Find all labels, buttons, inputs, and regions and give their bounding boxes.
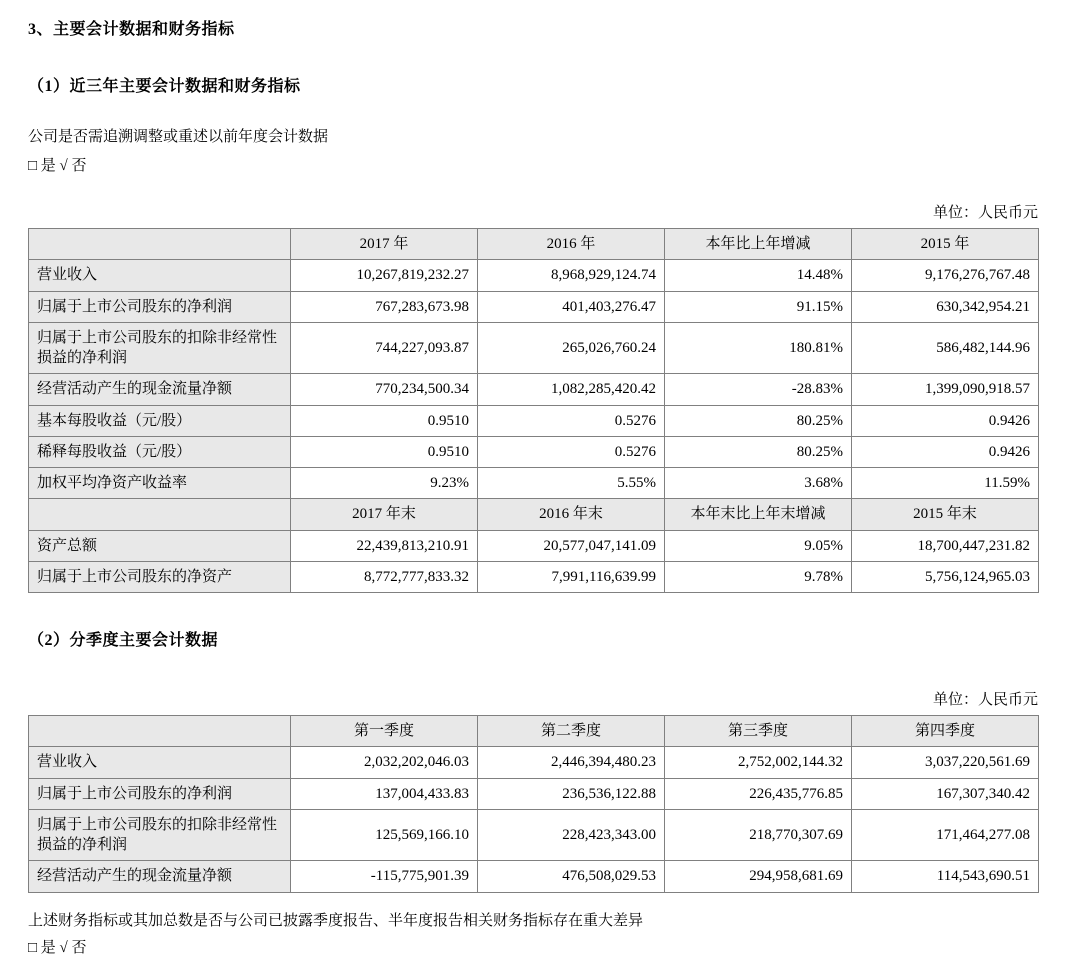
table-row xyxy=(29,561,1039,592)
row-value: 8,968,929,124.74 xyxy=(478,260,665,291)
row-label: 归属于上市公司股东的扣除非经常性损益的净利润 xyxy=(29,809,291,861)
table-header-row xyxy=(29,229,1039,260)
table-header-row xyxy=(29,716,1039,747)
row-value: 0.5276 xyxy=(478,405,665,436)
row-value: 1,082,285,420.42 xyxy=(478,374,665,405)
row-value: 226,435,776.85 xyxy=(665,778,852,809)
row-label: 归属于上市公司股东的净利润 xyxy=(29,778,291,809)
row-value: 265,026,760.24 xyxy=(478,322,665,374)
column-header: 本年末比上年末增减 xyxy=(665,499,852,530)
row-value: 137,004,433.83 xyxy=(291,778,478,809)
row-value: 1,399,090,918.57 xyxy=(852,374,1039,405)
subsection-2-title: （2）分季度主要会计数据 xyxy=(28,632,219,649)
row-value: 180.81% xyxy=(665,322,852,374)
table-row xyxy=(29,530,1039,561)
row-value: 3.68% xyxy=(665,468,852,499)
column-header: 第一季度 xyxy=(291,716,478,747)
table-row xyxy=(29,468,1039,499)
row-value: 8,772,777,833.32 xyxy=(291,561,478,592)
row-value: 476,508,029.53 xyxy=(478,861,665,892)
row-value: 228,423,343.00 xyxy=(478,809,665,861)
row-label: 基本每股收益（元/股） xyxy=(29,405,291,436)
row-value: 5,756,124,965.03 xyxy=(852,561,1039,592)
row-value: 0.9426 xyxy=(852,405,1039,436)
column-header: 2017 年末 xyxy=(291,499,478,530)
table-row xyxy=(29,374,1039,405)
table-corner-cell xyxy=(29,716,291,747)
row-value: 2,752,002,144.32 xyxy=(665,747,852,778)
row-label: 归属于上市公司股东的净资产 xyxy=(29,561,291,592)
column-header: 2015 年 xyxy=(852,229,1039,260)
unit-label-2: 单位：人民币元 xyxy=(932,692,1038,708)
row-label: 经营活动产生的现金流量净额 xyxy=(29,374,291,405)
table-row xyxy=(29,405,1039,436)
column-header: 第三季度 xyxy=(665,716,852,747)
column-header: 2016 年 xyxy=(478,229,665,260)
column-header: 第四季度 xyxy=(852,716,1039,747)
table-row xyxy=(29,778,1039,809)
row-value: 218,770,307.69 xyxy=(665,809,852,861)
row-value: 9.23% xyxy=(291,468,478,499)
row-value: 236,536,122.88 xyxy=(478,778,665,809)
page-title: 3、主要会计数据和财务指标 xyxy=(28,21,235,38)
row-value: 294,958,681.69 xyxy=(665,861,852,892)
column-header: 2016 年末 xyxy=(478,499,665,530)
row-value: 2,446,394,480.23 xyxy=(478,747,665,778)
table-header-row-2 xyxy=(29,499,1039,530)
row-label: 营业收入 xyxy=(29,260,291,291)
table-corner-cell xyxy=(29,499,291,530)
three-year-financial-table xyxy=(28,228,1039,593)
row-value: 7,991,116,639.99 xyxy=(478,561,665,592)
row-value: 9.05% xyxy=(665,530,852,561)
row-value: 770,234,500.34 xyxy=(291,374,478,405)
row-value: 14.48% xyxy=(665,260,852,291)
table-row xyxy=(29,291,1039,322)
row-label: 营业收入 xyxy=(29,747,291,778)
row-value: 22,439,813,210.91 xyxy=(291,530,478,561)
row-label: 归属于上市公司股东的净利润 xyxy=(29,291,291,322)
column-header: 2015 年末 xyxy=(852,499,1039,530)
row-label: 资产总额 xyxy=(29,530,291,561)
column-header: 2017 年 xyxy=(291,229,478,260)
row-value: 167,307,340.42 xyxy=(852,778,1039,809)
row-value: 80.25% xyxy=(665,436,852,467)
column-header: 本年比上年增减 xyxy=(665,229,852,260)
row-value: 401,403,276.47 xyxy=(478,291,665,322)
table-row xyxy=(29,809,1039,861)
unit-label-1: 单位：人民币元 xyxy=(932,205,1038,221)
row-value: 18,700,447,231.82 xyxy=(852,530,1039,561)
row-value: 2,032,202,046.03 xyxy=(291,747,478,778)
row-label: 加权平均净资产收益率 xyxy=(29,468,291,499)
row-label: 稀释每股收益（元/股） xyxy=(29,436,291,467)
row-value: 125,569,166.10 xyxy=(291,809,478,861)
row-value: 9.78% xyxy=(665,561,852,592)
table-row xyxy=(29,322,1039,374)
row-value: 744,227,093.87 xyxy=(291,322,478,374)
row-value: 5.55% xyxy=(478,468,665,499)
row-value: 0.9426 xyxy=(852,436,1039,467)
row-label: 归属于上市公司股东的扣除非经常性损益的净利润 xyxy=(29,322,291,374)
subsection-1-title: （1）近三年主要会计数据和财务指标 xyxy=(28,78,301,95)
row-value: 0.9510 xyxy=(291,436,478,467)
row-value: 10,267,819,232.27 xyxy=(291,260,478,291)
row-label: 经营活动产生的现金流量净额 xyxy=(29,861,291,892)
table-corner-cell xyxy=(29,229,291,260)
row-value: 9,176,276,767.48 xyxy=(852,260,1039,291)
row-value: 91.15% xyxy=(665,291,852,322)
table-row xyxy=(29,861,1039,892)
row-value: 171,464,277.08 xyxy=(852,809,1039,861)
quarterly-financial-table xyxy=(28,715,1039,893)
row-value: 767,283,673.98 xyxy=(291,291,478,322)
row-value: 80.25% xyxy=(665,405,852,436)
column-header: 第二季度 xyxy=(478,716,665,747)
row-value: 20,577,047,141.09 xyxy=(478,530,665,561)
row-value: -115,775,901.39 xyxy=(291,861,478,892)
row-value: 0.5276 xyxy=(478,436,665,467)
table-row xyxy=(29,260,1039,291)
variance-answer: □ 是 √ 否 xyxy=(28,939,87,956)
row-value: 0.9510 xyxy=(291,405,478,436)
row-value: -28.83% xyxy=(665,374,852,405)
restatement-question: 公司是否需追溯调整或重述以前年度会计数据 xyxy=(28,129,329,145)
table-row xyxy=(29,436,1039,467)
row-value: 11.59% xyxy=(852,468,1039,499)
row-value: 114,543,690.51 xyxy=(852,861,1039,892)
row-value: 586,482,144.96 xyxy=(852,322,1039,374)
row-value: 630,342,954.21 xyxy=(852,291,1039,322)
table-row xyxy=(29,747,1039,778)
row-value: 3,037,220,561.69 xyxy=(852,747,1039,778)
restatement-answer: □ 是 √ 否 xyxy=(28,157,87,174)
variance-question: 上述财务指标或其加总数是否与公司已披露季度报告、半年度报告相关财务指标存在重大差异 xyxy=(28,912,644,929)
